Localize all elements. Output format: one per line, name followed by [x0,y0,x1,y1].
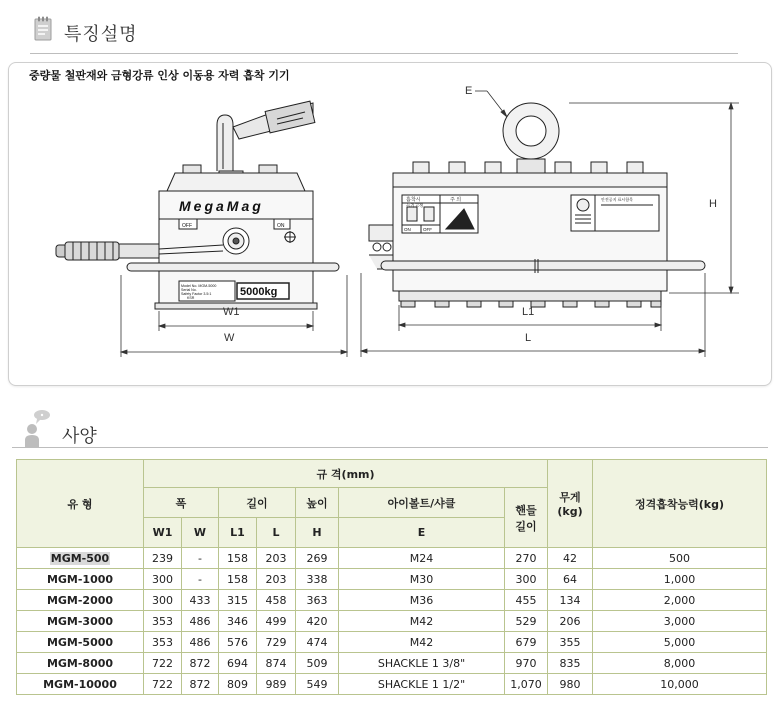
cell-weight: 64 [548,569,593,590]
cell-h: 474 [296,632,339,653]
cell-handle: 1,070 [505,674,548,695]
dim-l1: L1 [522,306,535,318]
header-l: L [257,518,296,548]
side-label-safety: 주 의 [450,197,462,203]
side-label-right: 안전공지 표시함목 [601,197,634,202]
header-l1: L1 [219,518,257,548]
cell-capacity: 3,000 [593,611,767,632]
header-height: 높이 [296,488,339,518]
cell-e: M30 [339,569,505,590]
header-length: 길이 [219,488,296,518]
on-label: ON [277,223,285,229]
model-cell: MGM-8000 [17,653,144,674]
model-cell: MGM-5000 [17,632,144,653]
header-width: 폭 [144,488,219,518]
side-label-left-2: 들기고정 [406,203,424,208]
cell-weight: 835 [548,653,593,674]
cell-handle: 270 [505,548,548,569]
header-h: H [296,518,339,548]
cell-l1: 158 [219,548,257,569]
cell-w: 433 [182,590,219,611]
dim-h: H [709,198,717,210]
cell-e: M36 [339,590,505,611]
cell-l: 874 [257,653,296,674]
cell-l: 458 [257,590,296,611]
cell-h: 549 [296,674,339,695]
table-row [17,611,767,632]
dim-e: E [465,85,473,97]
brand-label: MegaMag [179,198,264,214]
table-row [17,569,767,590]
cell-weight: 980 [548,674,593,695]
cell-handle: 455 [505,590,548,611]
cell-l: 989 [257,674,296,695]
cell-w: 486 [182,611,219,632]
side-label-off: OFF [423,227,432,232]
cell-l1: 158 [219,569,257,590]
cell-h: 338 [296,569,339,590]
cell-e: M42 [339,611,505,632]
cell-l: 203 [257,569,296,590]
header-e: E [339,518,505,548]
model-cell: MGM-10000 [17,674,144,695]
cell-l1: 809 [219,674,257,695]
cell-capacity: 1,000 [593,569,767,590]
person-speech-icon [24,408,54,448]
header-w: W [182,518,219,548]
cell-e: SHACKLE 1 3/8" [339,653,505,674]
cell-h: 269 [296,548,339,569]
cell-w: - [182,548,219,569]
table-row [17,674,767,695]
table-row [17,548,767,569]
cell-w1: 353 [144,632,182,653]
cell-l1: 694 [219,653,257,674]
header-standard: 규 격(mm) [144,460,548,488]
features-header [30,10,738,54]
table-row [17,590,767,611]
cell-capacity: 2,000 [593,590,767,611]
cell-w: 872 [182,674,219,695]
cell-w: - [182,569,219,590]
cell-e: M24 [339,548,505,569]
cell-l1: 346 [219,611,257,632]
cell-capacity: 10,000 [593,674,767,695]
cell-l: 729 [257,632,296,653]
table-row [17,632,767,653]
specs-title: 사양 [62,426,97,447]
cell-weight: 134 [548,590,593,611]
cell-weight: 355 [548,632,593,653]
cell-w: 872 [182,653,219,674]
header-capacity: 정격흡착능력(kg) [593,460,767,548]
off-label: OFF [182,223,192,229]
model-cell: MGM-2000 [17,590,144,611]
cell-w1: 300 [144,590,182,611]
header-eyebolt: 아이볼트/샤클 [339,488,505,518]
spec-table [16,459,767,695]
cell-e: M42 [339,632,505,653]
cell-w1: 722 [144,674,182,695]
plate-line-4: KSR [187,296,195,300]
table-row [17,653,767,674]
cell-l: 499 [257,611,296,632]
cell-capacity: 8,000 [593,653,767,674]
cell-w1: 722 [144,653,182,674]
header-w1: W1 [144,518,182,548]
header-type: 유 형 [17,460,144,548]
specs-header [12,404,768,448]
cell-w1: 239 [144,548,182,569]
model-cell: MGM-500 [17,548,144,569]
features-description: 중량물 철판재와 금형강류 인상 이동용 자력 흡착 기기 [29,69,290,82]
cell-weight: 42 [548,548,593,569]
side-label-on: ON [404,227,411,232]
features-title: 특징설명 [64,24,138,45]
cell-w1: 353 [144,611,182,632]
dim-w1: W1 [223,306,240,318]
magnet-drawing [9,79,773,385]
model-cell: MGM-3000 [17,611,144,632]
cell-l1: 315 [219,590,257,611]
cell-e: SHACKLE 1 1/2" [339,674,505,695]
cell-h: 420 [296,611,339,632]
cell-w: 486 [182,632,219,653]
header-weight: 무게 (kg) [548,460,593,548]
cell-w1: 300 [144,569,182,590]
plate-line-2: Serial No. [181,288,197,292]
cell-h: 509 [296,653,339,674]
cell-handle: 970 [505,653,548,674]
dim-w: W [224,332,235,344]
header-handle: 핸들 길이 [505,488,548,548]
model-cell: MGM-1000 [17,569,144,590]
dim-l: L [525,332,532,344]
cell-l1: 576 [219,632,257,653]
side-label-left-1: 흡착시 [406,197,421,203]
cell-handle: 300 [505,569,548,590]
cell-capacity: 5,000 [593,632,767,653]
cell-l: 203 [257,548,296,569]
cell-handle: 679 [505,632,548,653]
cell-weight: 206 [548,611,593,632]
plate-line-3: Safety Factor 3.5:1 [181,292,212,296]
cell-h: 363 [296,590,339,611]
cell-capacity: 500 [593,548,767,569]
capacity-label: 5000kg [240,286,278,298]
features-card [8,62,772,386]
cell-handle: 529 [505,611,548,632]
notepad-icon [32,16,54,42]
plate-line-1: Model No. MGM-5000 [181,284,217,288]
